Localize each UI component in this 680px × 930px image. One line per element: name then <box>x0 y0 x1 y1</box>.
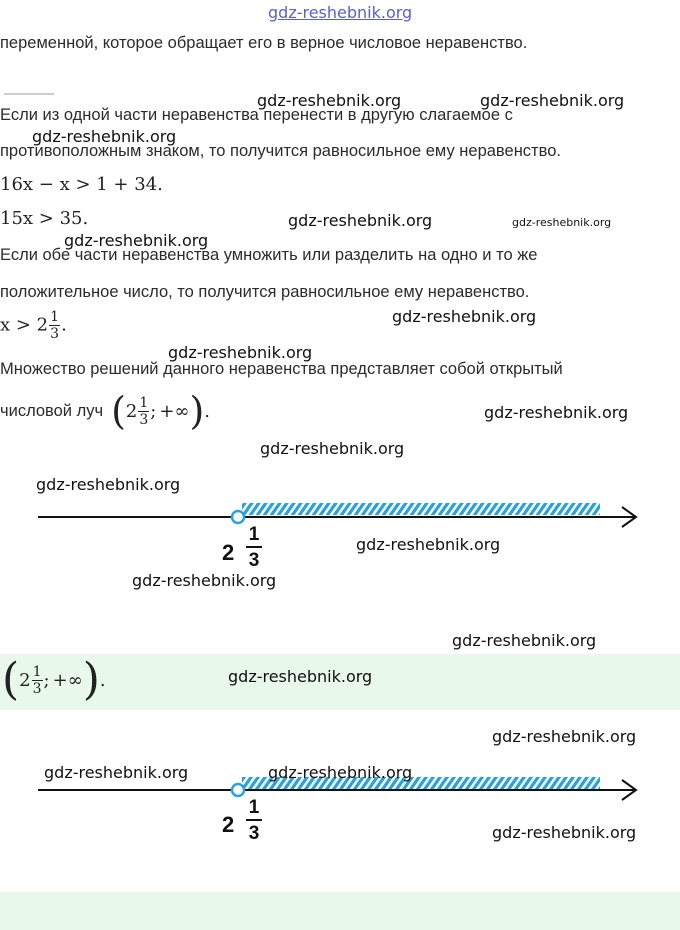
nl1-whole: 2 <box>222 540 235 565</box>
nl2-den: 3 <box>248 823 260 844</box>
watermark: gdz-reshebnik.org <box>44 763 189 782</box>
watermark: gdz-reshebnik.org <box>356 535 501 554</box>
paren-close: ) <box>189 389 205 433</box>
open-point-2 <box>232 784 244 796</box>
watermark-top: gdz-reshebnik.org <box>268 3 413 22</box>
open-point <box>232 511 244 523</box>
interval-end: . <box>204 400 211 422</box>
watermark: gdz-reshebnik.org <box>132 571 277 590</box>
answer-frac-num: 1 <box>32 663 42 680</box>
equation-3 <box>0 310 67 341</box>
watermark: gdz-reshebnik.org <box>452 631 597 650</box>
watermark: gdz-reshebnik.org <box>480 91 625 110</box>
equation-1: 16x − x > 1 + 34. <box>0 174 163 195</box>
interval-sep: ; <box>150 400 157 422</box>
interval-inline <box>111 389 211 433</box>
watermark: gdz-reshebnik.org <box>268 763 413 782</box>
answer-box-2 <box>0 892 680 930</box>
paren-open: ( <box>111 389 126 433</box>
watermark: gdz-reshebnik.org <box>36 475 181 494</box>
nl2-whole: 2 <box>222 812 235 837</box>
equation-3-end: . <box>61 314 67 336</box>
watermark: gdz-reshebnik.org <box>492 727 637 746</box>
watermark: gdz-reshebnik.org <box>484 403 629 422</box>
watermark: gdz-reshebnik.org <box>512 216 612 229</box>
divider <box>4 93 54 95</box>
watermark: gdz-reshebnik.org <box>64 231 209 250</box>
answer-whole: 2 <box>19 669 31 691</box>
watermark: gdz-reshebnik.org <box>288 211 433 230</box>
answer-end: . <box>99 669 106 691</box>
answer-paren-close: ) <box>82 654 100 705</box>
interval-infinity: +∞ <box>159 400 190 422</box>
watermark: gdz-reshebnik.org <box>257 91 402 110</box>
answer-interval <box>2 654 106 705</box>
text-line-2: Если из одной части неравенства перенести в другую слагаемое с <box>0 106 513 124</box>
text-line-1: переменной, которое обращает его в верное числовое неравенство. <box>0 34 528 52</box>
fraction-den: 3 <box>50 326 60 342</box>
text-line-5: положительное число, то получится равносильное ему неравенство. <box>0 283 530 301</box>
fraction <box>49 310 60 341</box>
watermark: gdz-reshebnik.org <box>168 343 313 362</box>
equation-2: 15x > 35. <box>0 208 89 229</box>
interval-frac-num: 1 <box>139 394 149 411</box>
text-line-4: Если обе части неравенства умножить или разделить на одно и то же <box>0 246 538 264</box>
watermark: gdz-reshebnik.org <box>492 823 637 842</box>
answer-frac-den: 3 <box>32 680 42 697</box>
nl1-den: 3 <box>248 550 260 571</box>
answer-sep: ; <box>43 669 50 691</box>
interval-fraction <box>138 396 149 427</box>
answer-paren-open: ( <box>2 654 20 705</box>
nl2-num: 1 <box>246 797 262 821</box>
text-line-7-label: числовой луч <box>0 401 104 420</box>
text-line-6: Множество решений данного неравенства представляет собой открытый <box>0 360 563 378</box>
nl1-num: 1 <box>246 524 262 548</box>
number-line-1 <box>0 490 680 570</box>
watermark: gdz-reshebnik.org <box>392 307 537 326</box>
answer-fraction <box>32 665 43 696</box>
text-line-7 <box>0 389 211 433</box>
watermark: gdz-reshebnik.org <box>32 127 177 146</box>
interval-whole: 2 <box>125 400 138 422</box>
text-line-3: противоположным знаком, то получится равносильное ему неравенство. <box>0 142 561 160</box>
watermark: gdz-reshebnik.org <box>260 439 405 458</box>
answer-infinity: +∞ <box>52 669 83 691</box>
watermark: gdz-reshebnik.org <box>228 667 373 686</box>
interval-frac-den: 3 <box>139 411 149 428</box>
fraction-num: 1 <box>50 309 60 325</box>
equation-3-prefix: x > 2 <box>0 314 49 336</box>
solution-hatch <box>242 503 600 515</box>
